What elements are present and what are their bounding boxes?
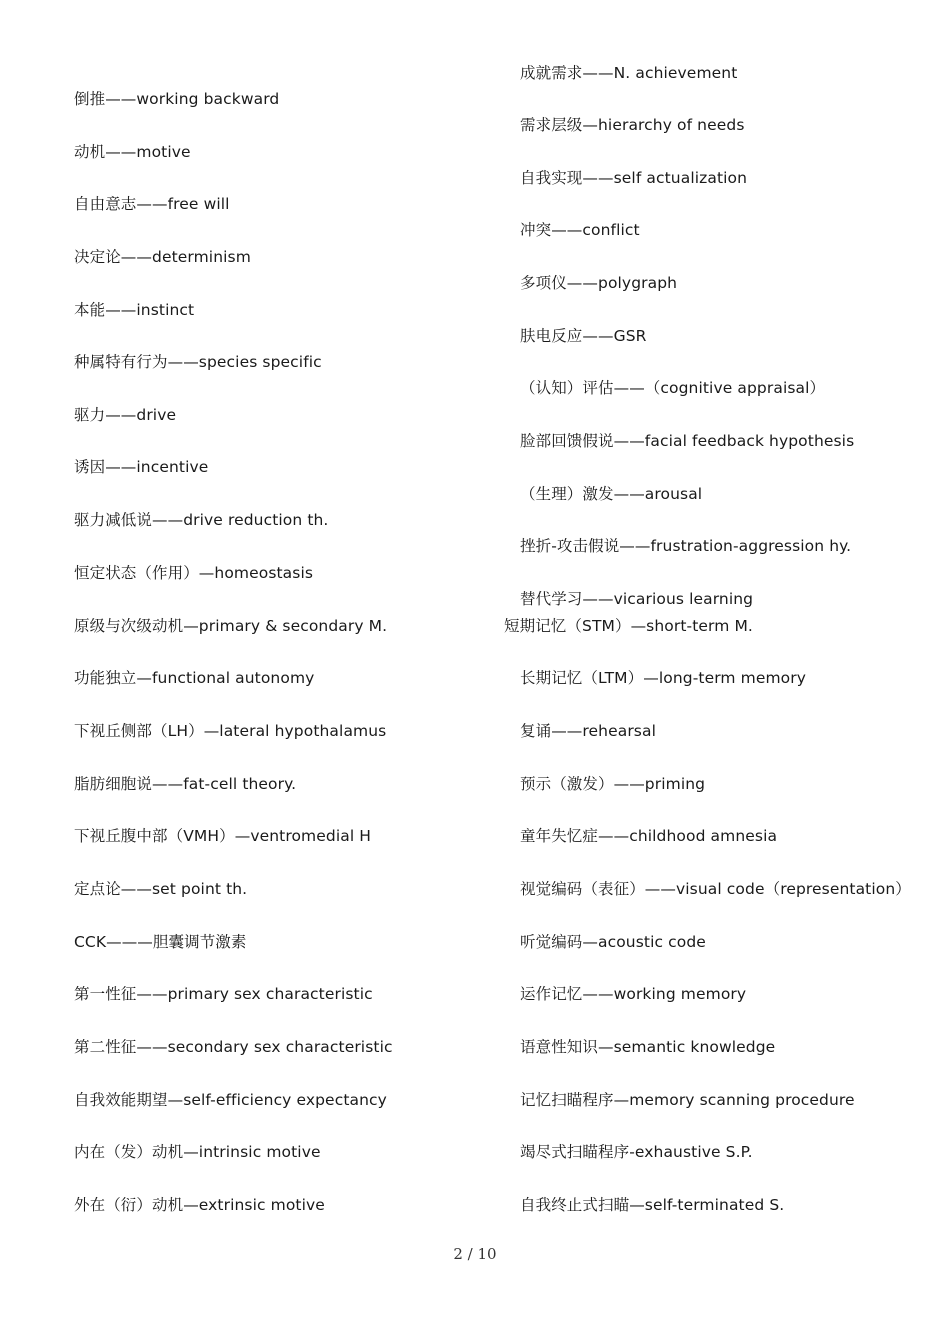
glossary-term-right-1: 成就需求——N. achievement — [520, 64, 738, 82]
glossary-term-right-5: 多项仪——polygraph — [520, 274, 678, 292]
glossary-term-right-2: 需求层级—hierarchy of needs — [520, 116, 745, 134]
glossary-term-right-21: 记忆扫瞄程序—memory scanning procedure — [520, 1091, 855, 1109]
glossary-term-right-6: 肤电反应——GSR — [520, 327, 647, 345]
glossary-term-left-10: 恒定状态（作用）—homeostasis — [74, 564, 314, 582]
glossary-term-right-17: 视觉编码（表征）——visual code（representation） — [520, 880, 911, 898]
glossary-term-right-15: 预示（激发）——priming — [520, 775, 706, 793]
glossary-term-left-22: 外在（衍）动机—extrinsic motive — [74, 1196, 325, 1214]
glossary-term-right-20: 语意性知识—semantic knowledge — [520, 1038, 776, 1056]
glossary-term-left-4: 决定论——determinism — [74, 248, 251, 266]
glossary-term-right-7: （认知）评估——（cognitive appraisal） — [520, 379, 826, 397]
glossary-term-right-9: （生理）激发——arousal — [520, 485, 703, 503]
glossary-term-left-15: 下视丘腹中部（VMH）—ventromedial H — [74, 827, 372, 845]
glossary-term-right-4: 冲突——conflict — [520, 221, 640, 239]
glossary-term-left-3: 自由意志——free will — [74, 195, 230, 213]
glossary-term-right-13: 长期记忆（LTM）—long-term memory — [520, 669, 806, 687]
glossary-term-left-2: 动机——motive — [74, 143, 191, 161]
glossary-term-left-19: 第二性征——secondary sex characteristic — [74, 1038, 393, 1056]
glossary-term-right-23: 自我终止式扫瞄—self-terminated S. — [520, 1196, 785, 1214]
glossary-term-left-11: 原级与次级动机—primary & secondary M. — [74, 617, 388, 635]
glossary-term-left-21: 内在（发）动机—intrinsic motive — [74, 1143, 321, 1161]
glossary-term-left-12: 功能独立—functional autonomy — [74, 669, 315, 687]
glossary-term-left-16: 定点论——set point th. — [74, 880, 248, 898]
glossary-term-right-10: 挫折-攻击假说——frustration-aggression hy. — [520, 537, 852, 555]
glossary-term-right-11: 替代学习——vicarious learning — [520, 590, 754, 608]
glossary-term-right-19: 运作记忆——working memory — [520, 985, 747, 1003]
glossary-term-right-3: 自我实现——self actualization — [520, 169, 748, 187]
glossary-term-right-22: 竭尽式扫瞄程序-exhaustive S.P. — [520, 1143, 753, 1161]
glossary-term-right-8: 脸部回馈假说——facial feedback hypothesis — [520, 432, 855, 450]
glossary-term-left-17: CCK———胆囊调节激素 — [74, 933, 247, 951]
glossary-term-left-9: 驱力减低说——drive reduction th. — [74, 511, 329, 529]
glossary-term-left-20: 自我效能期望—self-efficiency expectancy — [74, 1091, 387, 1109]
glossary-term-left-18: 第一性征——primary sex characteristic — [74, 985, 373, 1003]
glossary-term-left-7: 驱力——drive — [74, 406, 177, 424]
glossary-term-left-13: 下视丘侧部（LH）—lateral hypothalamus — [74, 722, 387, 740]
glossary-term-left-5: 本能——instinct — [74, 301, 195, 319]
glossary-term-left-8: 诱因——incentive — [74, 458, 209, 476]
glossary-term-left-6: 种属特有行为——species specific — [74, 353, 322, 371]
glossary-term-right-16: 童年失忆症——childhood amnesia — [520, 827, 778, 845]
glossary-term-right-14: 复诵——rehearsal — [520, 722, 656, 740]
glossary-term-left-14: 脂肪细胞说——fat-cell theory. — [74, 775, 297, 793]
glossary-term-right-18: 听觉编码—acoustic code — [520, 933, 706, 951]
page-number: 2 / 10 — [453, 1245, 497, 1263]
glossary-term-left-1: 倒推——working backward — [74, 90, 280, 108]
glossary-term-right-12: 短期记忆（STM）—short-term M. — [504, 617, 753, 635]
